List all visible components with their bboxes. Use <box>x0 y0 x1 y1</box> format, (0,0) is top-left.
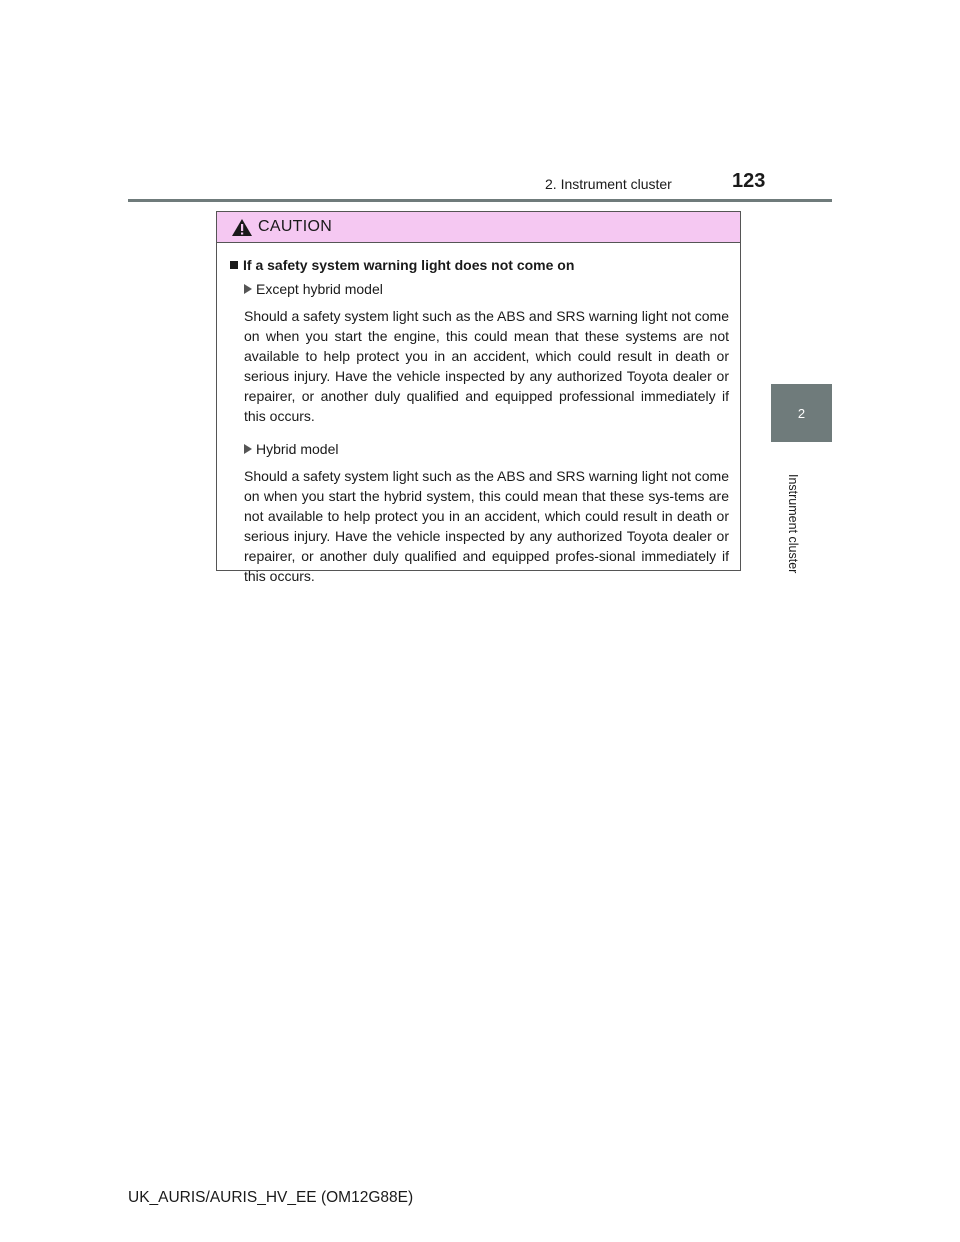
subheading-hybrid <box>244 439 729 459</box>
subheading-except-hybrid <box>244 279 729 299</box>
chapter-tab[interactable] <box>771 384 832 442</box>
document-code: UK_AURIS/AURIS_HV_EE (OM12G88E) <box>128 1189 414 1206</box>
caution-paragraph: Should a safety system light such as the ABS and SRS warning light not come on when you start the engine, this could mean that these systems are not available to help protect you in an accident, which could result in death or serious injury. Have the vehicle inspected by any authorized Toyota dealer or repairer, or another duly qualified and equipped professional immediately if this occurs. <box>244 308 729 424</box>
square-bullet-icon <box>230 261 238 269</box>
subheading-text: Hybrid model <box>256 441 339 457</box>
warning-triangle-icon <box>231 218 253 237</box>
caution-heading <box>230 255 729 275</box>
triangle-bullet-icon <box>244 444 252 454</box>
chapter-label-text: Instrument cluster <box>786 474 800 574</box>
page-number: 123 <box>732 170 766 192</box>
caution-header <box>217 212 740 243</box>
caution-box <box>216 211 741 584</box>
caution-title: CAUTION <box>258 218 333 235</box>
triangle-bullet-icon <box>244 284 252 294</box>
chapter-number: 2 <box>797 406 806 421</box>
caution-paragraph: Should a safety system light such as the ABS and SRS warning light not come on when you start the hybrid system, this could mean that these sys-tems are not available to help protect you in an accident, which could result in death or serious injury. Have the vehicle inspected by any authorized Toyota dealer or repairer, or another duly qualified and equipped profes-sional immediately if this occurs. <box>244 468 729 584</box>
chapter-label <box>786 474 800 594</box>
caution-body <box>217 243 740 586</box>
subheading-text: Except hybrid model <box>256 281 383 297</box>
section-title: 2. Instrument cluster <box>545 176 672 192</box>
caution-heading-text: If a safety system warning light does not come on <box>243 257 575 273</box>
header-divider <box>128 199 832 202</box>
